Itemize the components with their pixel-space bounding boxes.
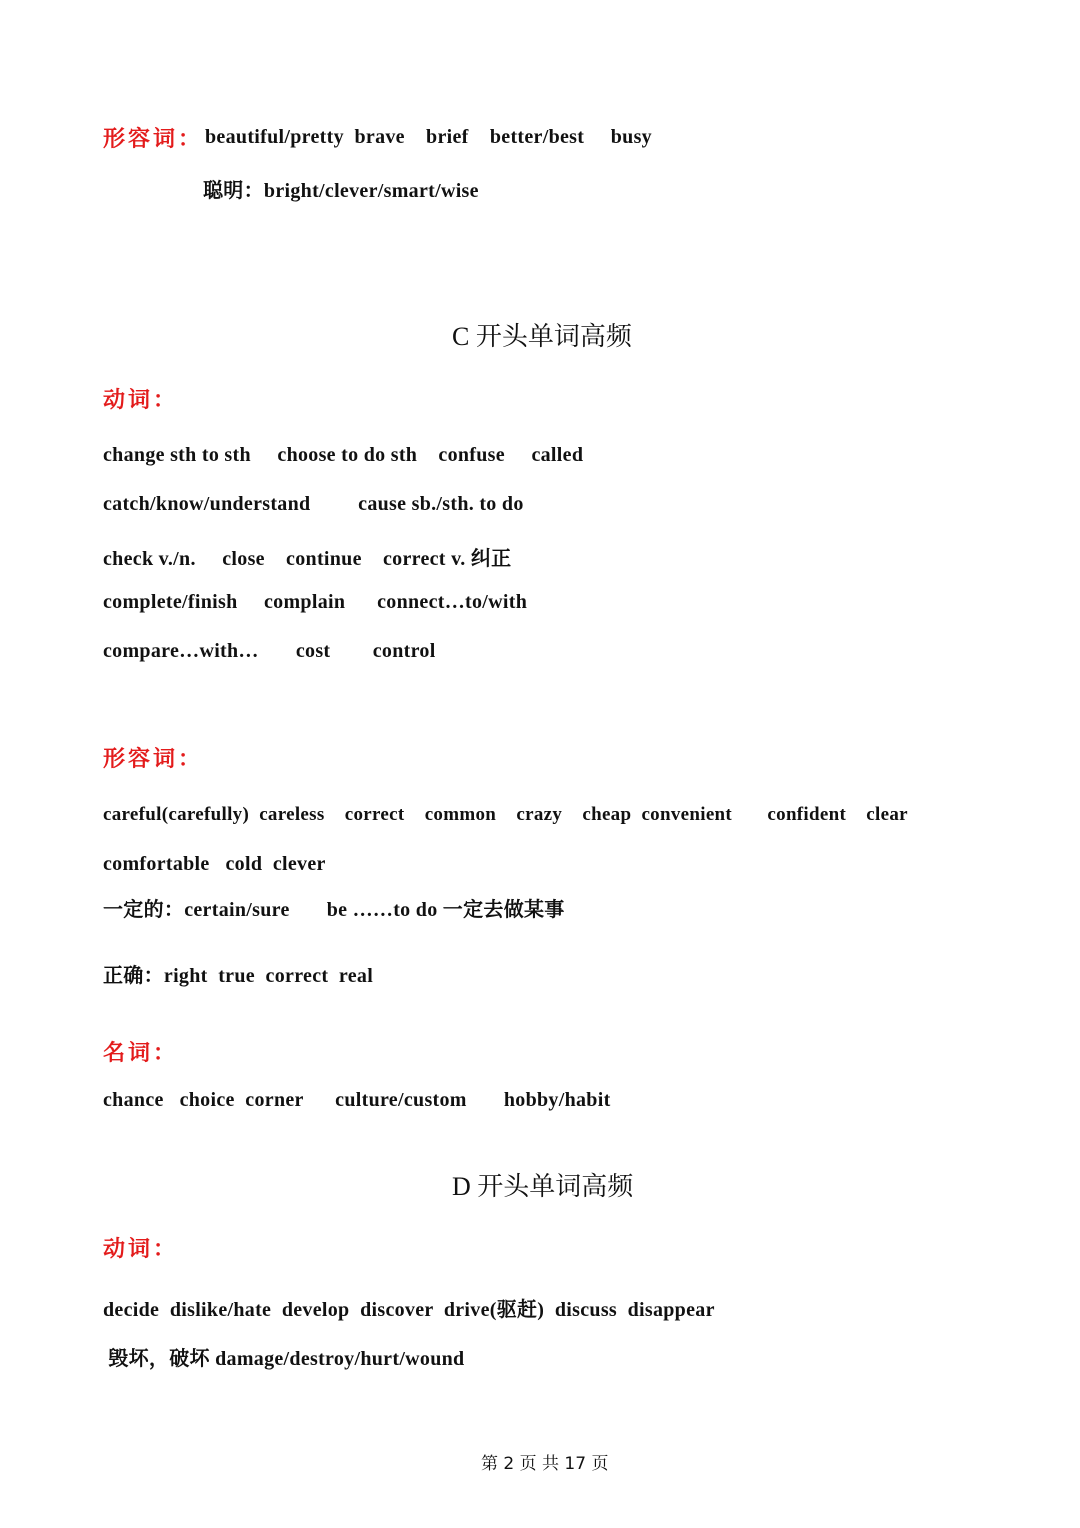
verbs-line-c-4: complete/finish complain connect…to/with [103,591,528,613]
verbs-line-d-2: 毁坏，破坏 damage/destroy/hurt/wound [103,1348,465,1370]
verbs-line-d-1: decide dislike/hate develop discover drive(驱赶) discuss disappear [103,1299,715,1321]
verbs-line-c-3: check v./n. close continue correct v. 纠正 [103,548,512,570]
adjectives-line-c-4: 正确：right true correct real [103,965,374,987]
nouns-line-c: chance choice corner culture/custom hobby/habit [103,1089,611,1111]
adjectives-label-b: 形容词： [103,126,204,151]
adjectives-line-c-1: careful(carefully) careless correct common crazy cheap convenient confident clear [103,804,908,825]
adjectives-line-b-2: 聪明：bright/clever/smart/wise [203,180,479,202]
adjectives-label-c: 形容词： [103,746,204,771]
adjectives-line-c-2: comfortable cold clever [103,853,326,875]
section-c-title: C 开头单词高频 [452,322,632,351]
verbs-line-c-2: catch/know/understand cause sb./sth. to do [103,493,524,515]
nouns-label-c: 名词： [103,1040,179,1065]
verbs-label-c: 动词： [103,387,179,412]
verbs-line-c-5: compare…with… cost control [103,640,436,662]
adjectives-line-c-3: 一定的：certain/sure be ……to do 一定去做某事 [103,899,565,921]
section-d-title: D 开头单词高频 [452,1172,634,1201]
page-number-footer: 第 2 页 共 17 页 [481,1454,609,1474]
adjectives-line-b-1: beautiful/pretty brave brief better/best busy [205,126,652,148]
verbs-line-c-1: change sth to sth choose to do sth confuse called [103,444,584,466]
verbs-label-d: 动词： [103,1236,179,1261]
